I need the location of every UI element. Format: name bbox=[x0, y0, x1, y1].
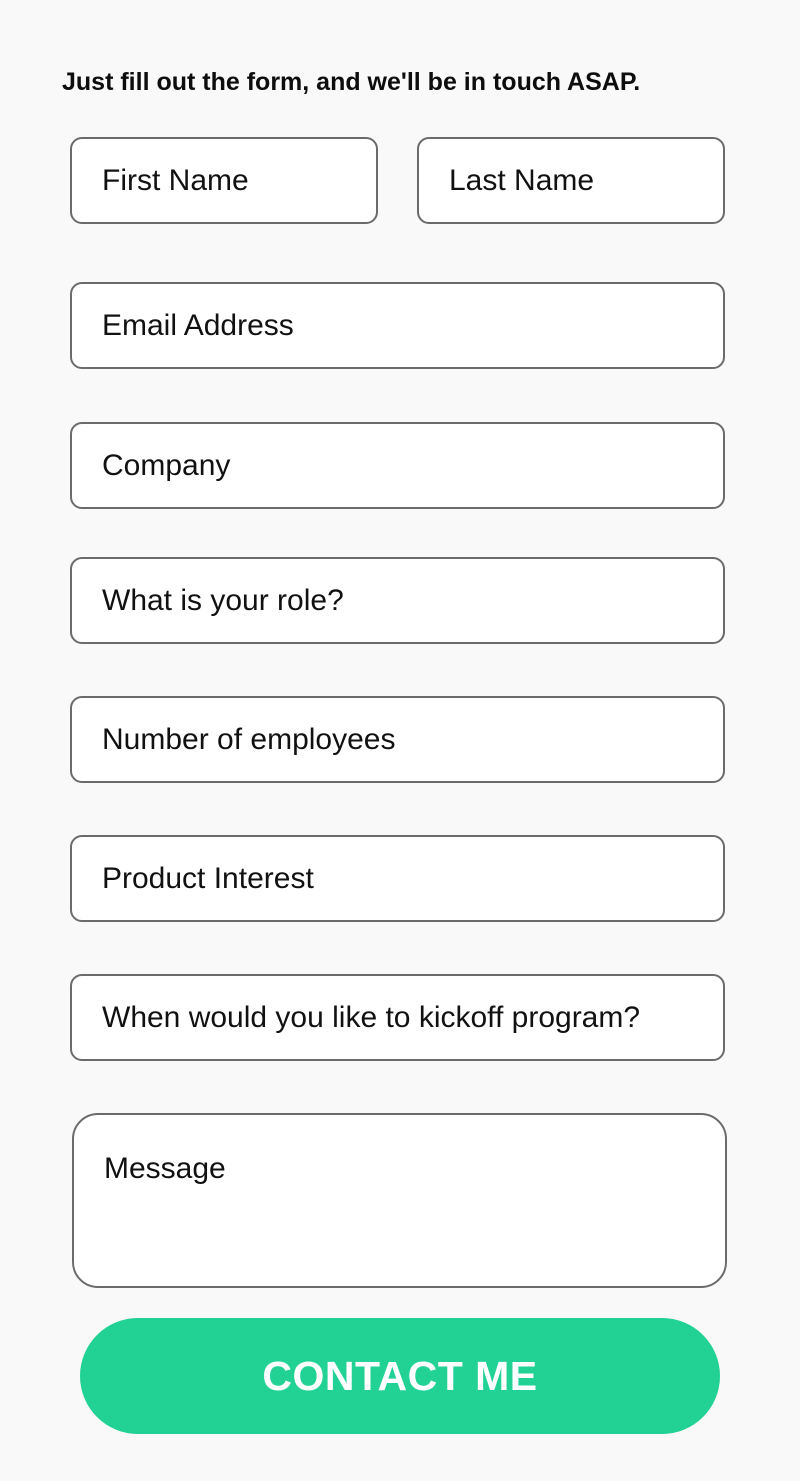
kickoff-field[interactable] bbox=[70, 974, 725, 1061]
message-field[interactable] bbox=[72, 1113, 727, 1288]
email-field[interactable] bbox=[70, 282, 725, 369]
role-field[interactable] bbox=[70, 557, 725, 644]
first-name-field[interactable] bbox=[70, 137, 378, 224]
product-interest-field[interactable] bbox=[70, 835, 725, 922]
employees-field[interactable] bbox=[70, 696, 725, 783]
form-intro-text: Just fill out the form, and we'll be in touch ASAP. bbox=[62, 68, 641, 96]
contact-me-button[interactable]: CONTACT ME bbox=[80, 1318, 720, 1434]
company-field[interactable] bbox=[70, 422, 725, 509]
last-name-field[interactable] bbox=[417, 137, 725, 224]
